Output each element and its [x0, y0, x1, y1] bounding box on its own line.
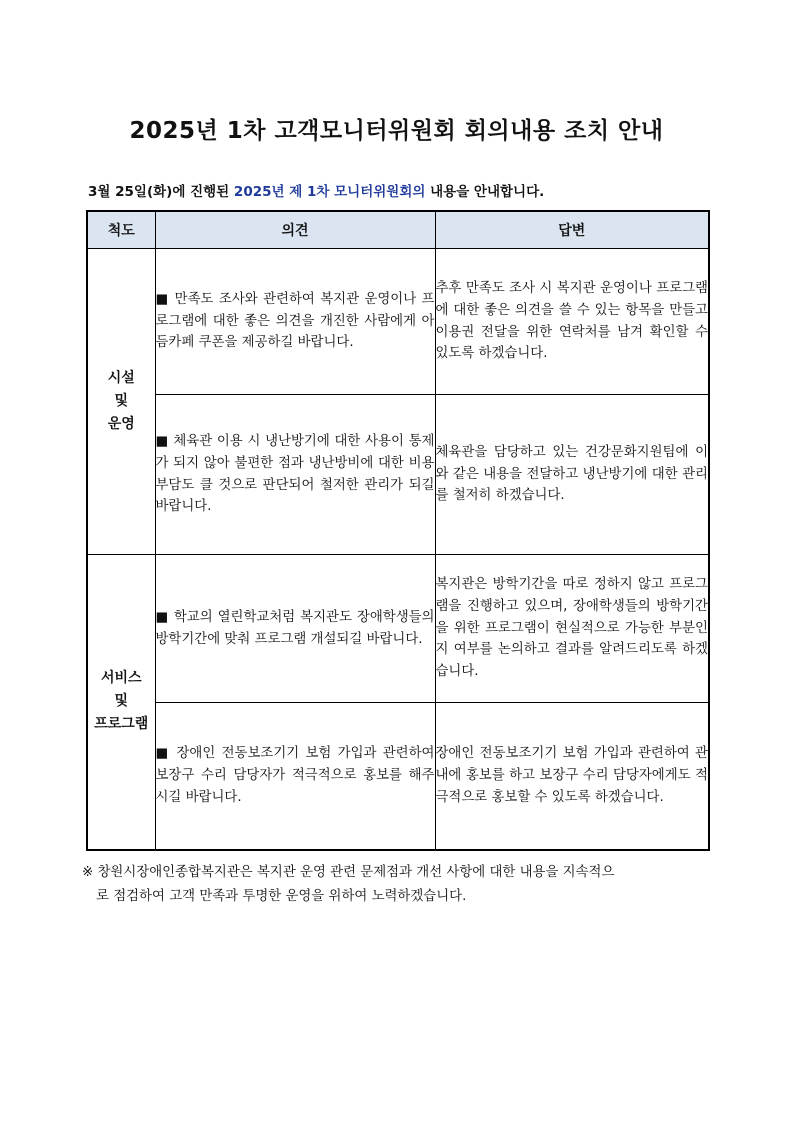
footnote — [82, 861, 722, 909]
answer-cell: 추후 만족도 조사 시 복지관 운영이나 프로그램에 대한 좋은 의견을 쓸 수 있는 항목을 만들고 이용권 전달을 위한 연락처를 남겨 확인할 수 있도록 하겠습니다. — [435, 249, 709, 395]
answer-cell: 복지관은 방학기간을 따로 정하지 않고 프로그램을 진행하고 있으며, 장애학생들의 방학기간을 위한 프로그램이 현실적으로 가능한 부분인지 여부를 논의하고 결과를 알려드리도록 하겠습니다. — [435, 555, 709, 703]
table-row — [87, 395, 709, 555]
header-scale: 척도 — [87, 211, 155, 249]
category-line: 프로그램 — [94, 716, 149, 733]
table-row — [87, 249, 709, 395]
category-line: 및 — [114, 693, 129, 710]
opinion-cell: ■ 체육관 이용 시 냉난방기에 대한 사용이 통제가 되지 않아 불편한 점과 냉난방비에 대한 비용부담도 클 것으로 판단되어 철저한 관리가 되길 바랍니다. — [155, 395, 435, 555]
category-service-program — [87, 555, 155, 850]
category-facility-operation — [87, 249, 155, 555]
answer-cell: 체육관을 담당하고 있는 건강문화지원팀에 이와 같은 내용을 전달하고 냉난방기에 대한 관리를 철저히 하겠습니다. — [435, 395, 709, 555]
footnote-line: 로 점검하여 고객 만족과 투명한 운영을 위하여 노력하겠습니다. — [96, 888, 467, 904]
category-line: 서비스 — [100, 670, 142, 687]
answer-cell: 장애인 전동보조기기 보험 가입과 관련하여 관내에 홍보를 하고 보장구 수리 담당자에게도 적극적으로 홍보할 수 있도록 하겠습니다. — [435, 703, 709, 850]
category-line: 시설 — [107, 369, 135, 386]
opinion-cell: ■ 장애인 전동보조기기 보험 가입과 관련하여 보장구 수리 담당자가 적극적으로 홍보를 해주시길 바랍니다. — [155, 703, 435, 850]
page-title: 2025년 1차 고객모니터위원회 회의내용 조치 안내 — [129, 118, 664, 144]
header-answer: 답변 — [435, 211, 709, 249]
category-line: 및 — [114, 392, 129, 409]
table-row — [87, 703, 709, 850]
intro-text — [88, 180, 544, 200]
table-header-row — [87, 211, 709, 249]
table-row — [87, 555, 709, 703]
footnote-line: ※ 창원시장애인종합복지관은 복지관 운영 관련 문제점과 개선 사항에 대한 내용을 지속적으 — [82, 865, 615, 880]
opinion-cell: ■ 만족도 조사와 관련하여 복지관 운영이나 프로그램에 대한 좋은 의견을 개진한 사람에게 아듬카페 쿠폰을 제공하길 바랍니다. — [155, 249, 435, 395]
category-line: 운영 — [107, 416, 135, 433]
intro-highlight: 2025년 제 1차 모니터위원회의 — [233, 184, 426, 200]
meeting-results-table — [86, 210, 710, 851]
intro-prefix: 3월 25일(화)에 진행된 — [88, 184, 234, 200]
header-opinion: 의견 — [155, 211, 435, 249]
opinion-cell: ■ 학교의 열린학교처럼 복지관도 장애학생들의 방학기간에 맞춰 프로그램 개설되길 바랍니다. — [155, 555, 435, 703]
intro-suffix: 내용을 안내합니다. — [425, 184, 545, 200]
